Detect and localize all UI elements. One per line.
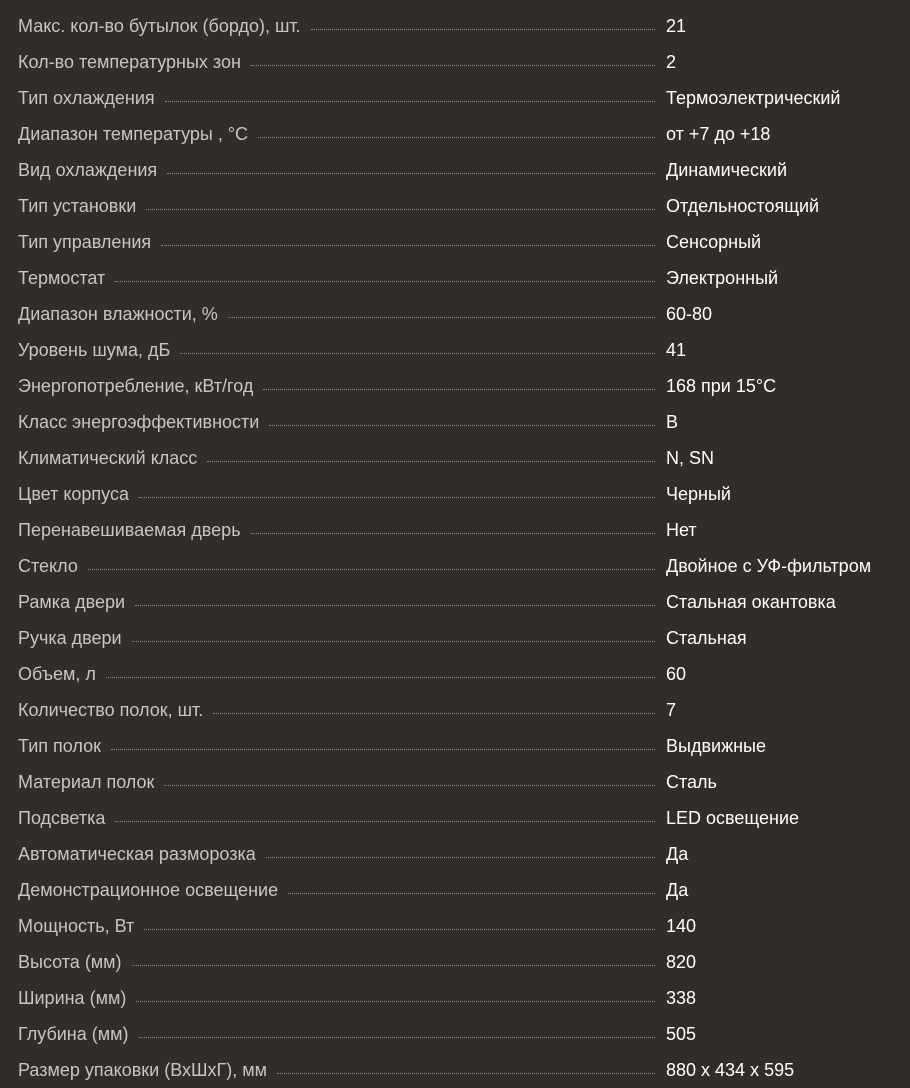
spec-label: Диапазон температуры , °C [18, 124, 249, 144]
spec-label-cell [0, 80, 655, 116]
spec-value: B [666, 412, 679, 432]
spec-label: Класс энергоэффективности [18, 412, 260, 432]
spec-label: Глубина (мм) [18, 1024, 129, 1044]
spec-label: Перенавешиваемая дверь [18, 520, 241, 540]
spec-value: Да [666, 844, 689, 864]
spec-label: Цвет корпуса [18, 484, 129, 504]
spec-row [0, 908, 910, 944]
spec-value: 60 [666, 664, 687, 684]
spec-label: Демонстрационное освещение [18, 880, 279, 900]
spec-value: 7 [666, 700, 677, 720]
dotted-leader [266, 857, 655, 858]
dotted-leader [132, 641, 655, 642]
spec-value: 60-80 [666, 304, 713, 324]
dotted-leader [115, 821, 655, 822]
spec-value: Черный [666, 484, 731, 504]
spec-label-cell [0, 836, 655, 872]
spec-label: Тип охлаждения [18, 88, 155, 108]
dotted-leader [207, 461, 655, 462]
spec-value: 168 при 15°C [666, 376, 777, 396]
spec-label: Диапазон влажности, % [18, 304, 218, 324]
spec-label-cell [0, 152, 655, 188]
spec-label: Тип полок [18, 736, 101, 756]
dotted-leader [111, 749, 655, 750]
spec-row [0, 476, 910, 512]
spec-label-cell [0, 224, 655, 260]
spec-value: Электронный [666, 268, 779, 288]
spec-row [0, 692, 910, 728]
spec-row [0, 1016, 910, 1052]
dotted-leader [251, 533, 655, 534]
spec-row [0, 800, 910, 836]
spec-value: 880 х 434 х 595 [666, 1060, 795, 1080]
spec-row [0, 116, 910, 152]
spec-value: 2 [666, 52, 677, 72]
spec-label-cell [0, 1016, 655, 1052]
spec-row [0, 980, 910, 1016]
spec-value: от +7 до +18 [666, 124, 771, 144]
spec-row [0, 656, 910, 692]
spec-label-cell [0, 692, 655, 728]
spec-label-cell [0, 188, 655, 224]
dotted-leader [263, 389, 655, 390]
spec-label: Тип установки [18, 196, 137, 216]
spec-label: Количество полок, шт. [18, 700, 204, 720]
dotted-leader [161, 245, 655, 246]
spec-row [0, 1052, 910, 1088]
spec-row [0, 44, 910, 80]
dotted-leader [88, 569, 655, 570]
dotted-leader [132, 965, 655, 966]
spec-row [0, 260, 910, 296]
spec-label-cell [0, 872, 655, 908]
dotted-leader [258, 137, 655, 138]
spec-row [0, 548, 910, 584]
spec-label: Энергопотребление, кВт/год [18, 376, 254, 396]
spec-row [0, 296, 910, 332]
spec-value: Стальная [666, 628, 747, 648]
spec-row [0, 584, 910, 620]
spec-value: Отдельностоящий [666, 196, 820, 216]
spec-label-cell [0, 584, 655, 620]
spec-row [0, 80, 910, 116]
spec-row [0, 620, 910, 656]
spec-label: Материал полок [18, 772, 155, 792]
dotted-leader [135, 605, 655, 606]
spec-label-cell [0, 944, 655, 980]
spec-value: Сенсорный [666, 232, 762, 252]
spec-label: Автоматическая разморозка [18, 844, 256, 864]
spec-label-cell [0, 44, 655, 80]
spec-label-cell [0, 260, 655, 296]
spec-label-cell [0, 656, 655, 692]
spec-label-cell [0, 548, 655, 584]
spec-label: Термостат [18, 268, 106, 288]
spec-label-cell [0, 368, 655, 404]
spec-label: Рамка двери [18, 592, 126, 612]
spec-row [0, 440, 910, 476]
spec-value: Стальная окантовка [666, 592, 836, 612]
spec-row [0, 368, 910, 404]
spec-label-cell [0, 512, 655, 548]
spec-row [0, 836, 910, 872]
spec-value: Двойное с УФ-фильтром [666, 556, 872, 576]
spec-label: Кол-во температурных зон [18, 52, 241, 72]
spec-label: Объем, л [18, 664, 96, 684]
spec-label-cell [0, 440, 655, 476]
spec-value: 338 [666, 988, 697, 1008]
spec-label: Ручка двери [18, 628, 122, 648]
spec-value: 41 [666, 340, 687, 360]
spec-value: Динамический [666, 160, 787, 180]
dotted-leader [228, 317, 655, 318]
dotted-leader [251, 65, 655, 66]
dotted-leader [165, 101, 655, 102]
spec-label: Ширина (мм) [18, 988, 127, 1008]
dotted-leader [139, 497, 655, 498]
dotted-leader [139, 1037, 656, 1038]
dotted-leader [277, 1073, 655, 1074]
spec-value: Выдвижные [666, 736, 766, 756]
spec-row [0, 512, 910, 548]
spec-label-cell [0, 800, 655, 836]
dotted-leader [311, 29, 655, 30]
dotted-leader [136, 1001, 655, 1002]
spec-label-cell [0, 476, 655, 512]
spec-value: 820 [666, 952, 697, 972]
spec-label: Мощность, Вт [18, 916, 135, 936]
spec-label-cell [0, 908, 655, 944]
spec-label-cell [0, 332, 655, 368]
spec-row [0, 152, 910, 188]
dotted-leader [146, 209, 655, 210]
spec-label-cell [0, 980, 655, 1016]
spec-label-cell [0, 764, 655, 800]
dotted-leader [269, 425, 655, 426]
spec-label: Климатический класс [18, 448, 198, 468]
dotted-leader [213, 713, 655, 714]
spec-row [0, 728, 910, 764]
spec-label-cell [0, 8, 655, 44]
dotted-leader [167, 173, 655, 174]
spec-label: Вид охлаждения [18, 160, 158, 180]
dotted-leader [164, 785, 655, 786]
spec-label-cell [0, 296, 655, 332]
spec-value: LED освещение [666, 808, 800, 828]
spec-row [0, 872, 910, 908]
spec-row [0, 332, 910, 368]
spec-row [0, 944, 910, 980]
dotted-leader [144, 929, 655, 930]
spec-label: Макс. кол-во бутылок (бордо), шт. [18, 16, 301, 36]
spec-row [0, 764, 910, 800]
spec-label: Тип управления [18, 232, 152, 252]
spec-value: Нет [666, 520, 697, 540]
spec-value: 21 [666, 16, 687, 36]
spec-value: Сталь [666, 772, 717, 792]
spec-value: 505 [666, 1024, 697, 1044]
dotted-leader [288, 893, 655, 894]
dotted-leader [180, 353, 655, 354]
spec-value: N, SN [666, 448, 715, 468]
spec-row [0, 224, 910, 260]
dotted-leader [106, 677, 655, 678]
spec-value: Термоэлектрический [666, 88, 841, 108]
spec-label: Подсветка [18, 808, 106, 828]
spec-label: Стекло [18, 556, 78, 576]
spec-label: Уровень шума, дБ [18, 340, 171, 360]
spec-label-cell [0, 404, 655, 440]
spec-label: Высота (мм) [18, 952, 122, 972]
spec-row [0, 188, 910, 224]
dotted-leader [115, 281, 655, 282]
spec-value: 140 [666, 916, 697, 936]
spec-label-cell [0, 116, 655, 152]
spec-row [0, 8, 910, 44]
spec-value: Да [666, 880, 689, 900]
spec-row [0, 404, 910, 440]
spec-label: Размер упаковки (ВхШхГ), мм [18, 1060, 267, 1080]
spec-label-cell [0, 620, 655, 656]
spec-label-cell [0, 728, 655, 764]
spec-label-cell [0, 1052, 655, 1088]
